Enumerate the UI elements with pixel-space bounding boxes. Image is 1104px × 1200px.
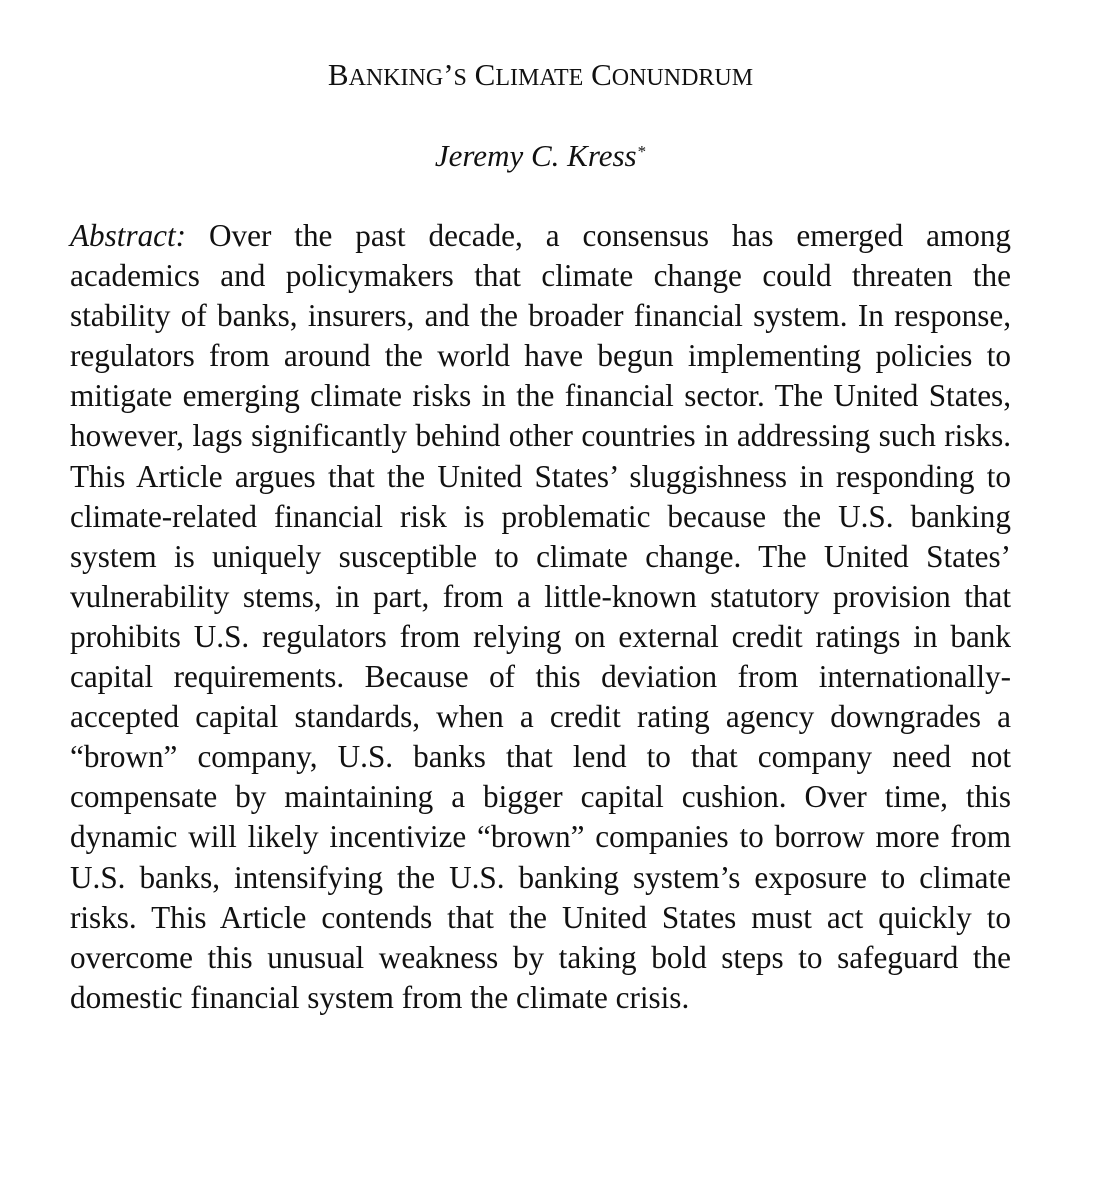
author-footnote-mark: * [637,142,647,161]
author-name [70,137,1011,175]
abstract-paragraph [70,216,1011,1018]
abstract-label: Abstract: [70,218,187,253]
abstract-body: Over the past decade, a consensus has emerged among academics and policymakers that climate change could threaten the stability of banks, insurers, and the broader financial system. In response, regulators from around the world have begun implementing policies to mitigate emerging climate risks in the financial sector. The United States, however, lags significantly behind other countries in addressing such risks. This Article argues that the United States’ sluggishness in responding to climate-related financial risk is problematic because the U.S. banking system is uniquely susceptible to climate change. The United States’ vulnerability stems, in part, from a little-known statutory provision that prohibits U.S. regulators from relying on external credit ratings in bank capital requirements. Because of this deviation from internationally-accepted capital standards, when a credit rating agency downgrades a “brown” company, U.S. banks that lend to that company need not compensate by maintaining a bigger capital cushion. Over time, this dynamic will likely incentivize “brown” companies to borrow more from U.S. banks, intensifying the U.S. banking system’s exposure to climate risks. This Article contends that the United States must act quickly to overcome this unusual weakness by taking bold steps to safeguard the domestic financial system from the climate crisis. [70,218,1012,1015]
author-text: Jeremy C. Kress [434,138,637,173]
paper-title: BANKING’S CLIMATE CONUNDRUM [327,57,754,92]
